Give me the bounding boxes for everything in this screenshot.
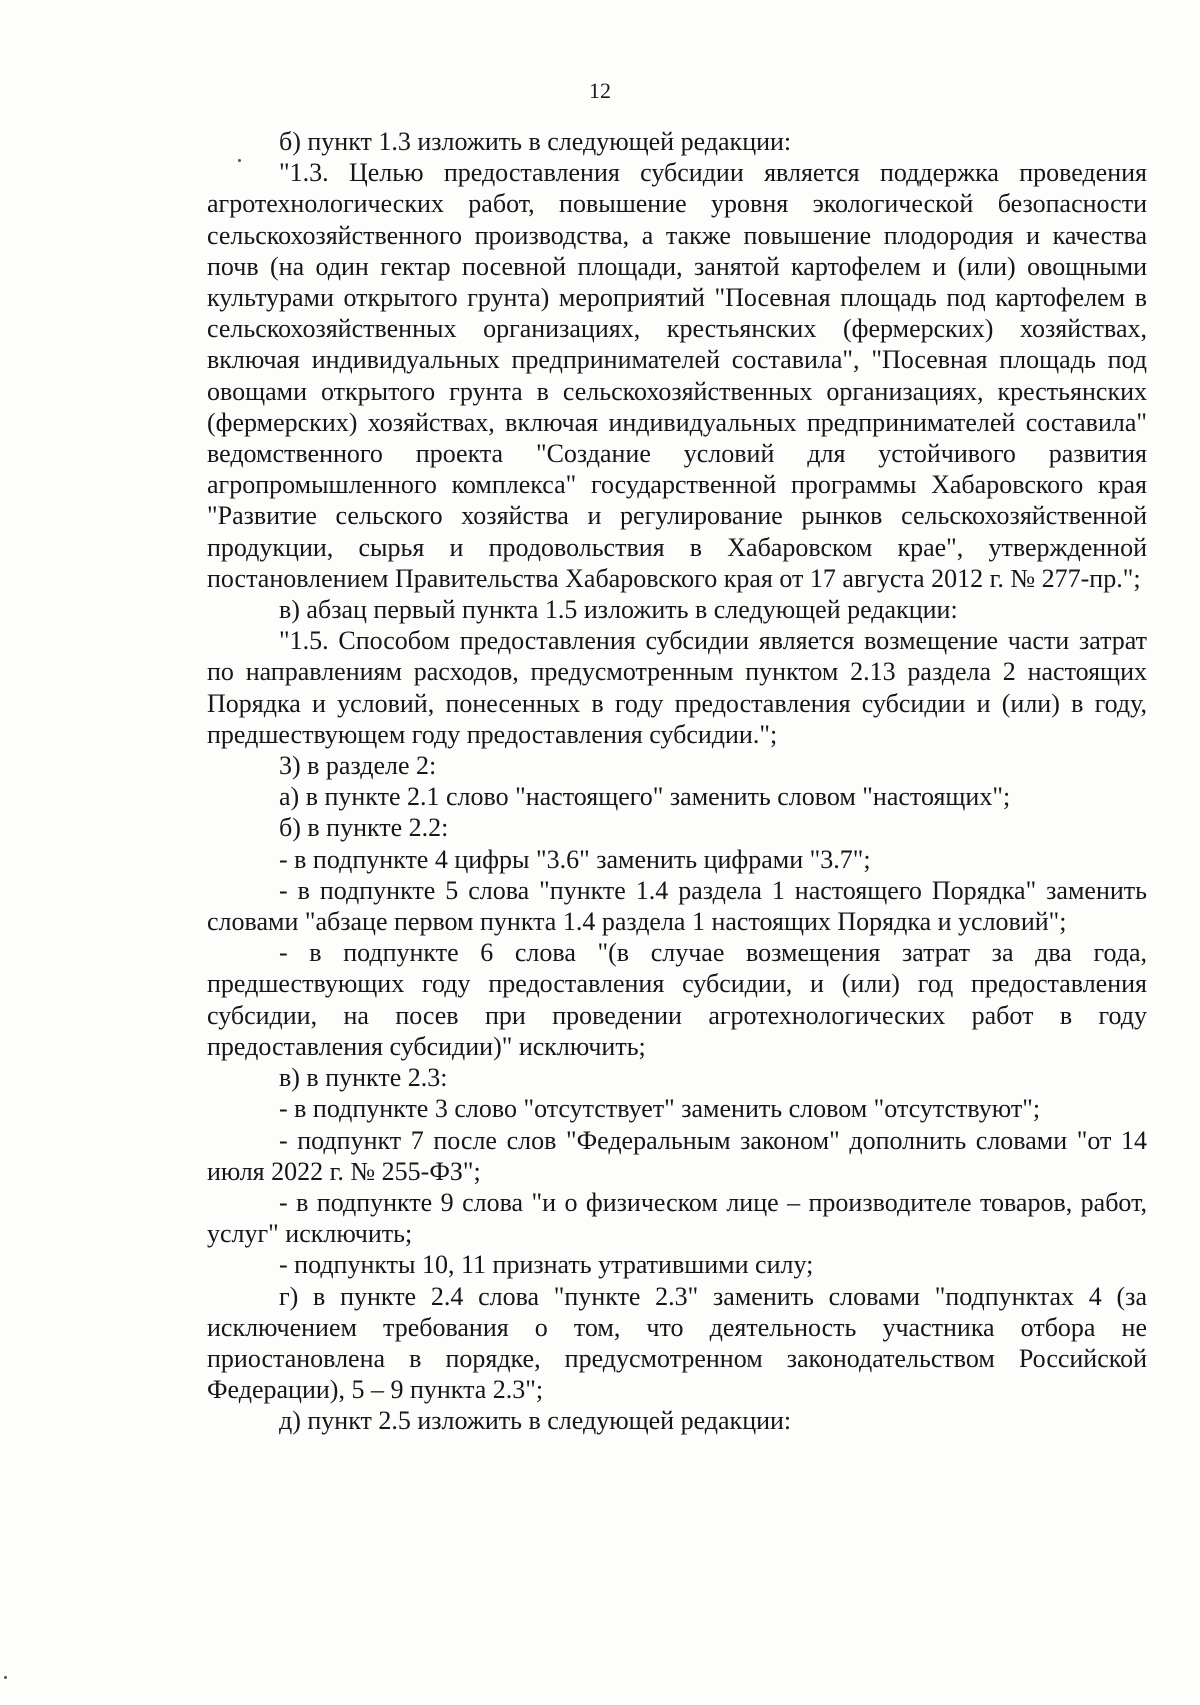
paragraph: в) абзац первый пункта 1.5 изложить в следующей редакции: bbox=[279, 595, 958, 625]
page-number: 12 bbox=[589, 78, 611, 103]
paragraph: - в подпункте 9 слова "и о физическом лице – производителе товаров, работ, услуг" исключить; bbox=[207, 1187, 1147, 1249]
paragraph: б) в пункте 2.2: bbox=[279, 813, 449, 843]
paragraph: б) пункт 1.3 изложить в следующей редакции: bbox=[279, 127, 792, 156]
paragraph: - в подпункте 5 слова "пункте 1.4 раздела 1 настоящего Порядка" заменить словами "абзаце первом пункта 1.4 раздела 1 настоящих Порядка и условий"; bbox=[207, 875, 1147, 937]
document-body bbox=[207, 126, 1147, 1437]
paragraph: - подпункты 10, 11 признать утратившими силу; bbox=[279, 1250, 814, 1280]
paragraph: "1.5. Способом предоставления субсидии является возмещение части затрат по направлениям расходов, предусмотренным пунктом 2.13 раздела 2 настоящих Порядка и условий, понесенных в году предоставления субсидии и (или) в году, предшествующем году предоставления субсидии."; bbox=[207, 626, 1147, 749]
paragraph: г) в пункте 2.4 слова "пункте 2.3" заменить словами "подпунктах 4 (за исключением требования о том, что деятельность участника отбора не приостановлена в порядке, предусмотренном законодательством Российской Федерации), 5 – 9 пункта 2.3"; bbox=[207, 1281, 1147, 1405]
scan-speck bbox=[4, 1676, 7, 1679]
paragraph: - подпункт 7 после слов "Федеральным законом" дополнить словами "от 14 июля 2022 г. № 255-ФЗ"; bbox=[207, 1125, 1147, 1186]
paragraph: д) пункт 2.5 изложить в следующей редакции: bbox=[279, 1406, 792, 1436]
paragraph: - в подпункте 3 слово "отсутствует" заменить словом "отсутствуют"; bbox=[279, 1094, 1041, 1124]
paragraph: "1.3. Целью предоставления субсидии является поддержка проведения агротехнологических работ, повышение уровня экологической безопасности сельскохозяйственного производства, а также повышение плодородия и качества почв (на один гектар посевной площади, занятой картофелем и (или) овощными культурами открытого грунта) мероприятий "Посевная площадь под картофелем в сельскохозяйственных организациях, крестьянских (фермерских) хозяйствах, включая индивидуальных предпринимателей составила", "Посевная площадь под овощами открытого грунта в сельскохозяйственных организациях, крестьянских (фермерских) хозяйствах, включая индивидуальных предпринимателей составила" ведомственного проекта "Создание условий для устойчивого развития агропромышленного комплекса" государственной программы Хабаровского края "Развитие сельского хозяйства и регулирование рынков сельскохозяйственной продукции, сырья и продовольствия в Хабаровском крае", утвержденной постановлением Правительства Хабаровского края от 17 августа 2012 г. № 277-пр."; bbox=[207, 158, 1147, 593]
paragraph: 3) в разделе 2: bbox=[279, 751, 437, 781]
paragraph: - в подпункте 4 цифры "3.6" заменить цифрами "3.7"; bbox=[279, 844, 871, 874]
paragraph: - в подпункте 6 слова "(в случае возмещения затрат за два года, предшествующих году предоставления субсидии, и (или) год предоставления субсидии, на посев при проведении агротехнологических работ в году предоставления субсидии)" исключить; bbox=[207, 938, 1147, 1061]
paragraph: в) в пункте 2.3: bbox=[279, 1063, 448, 1093]
paragraph: а) в пункте 2.1 слово "настоящего" заменить словом "настоящих"; bbox=[279, 782, 1011, 812]
